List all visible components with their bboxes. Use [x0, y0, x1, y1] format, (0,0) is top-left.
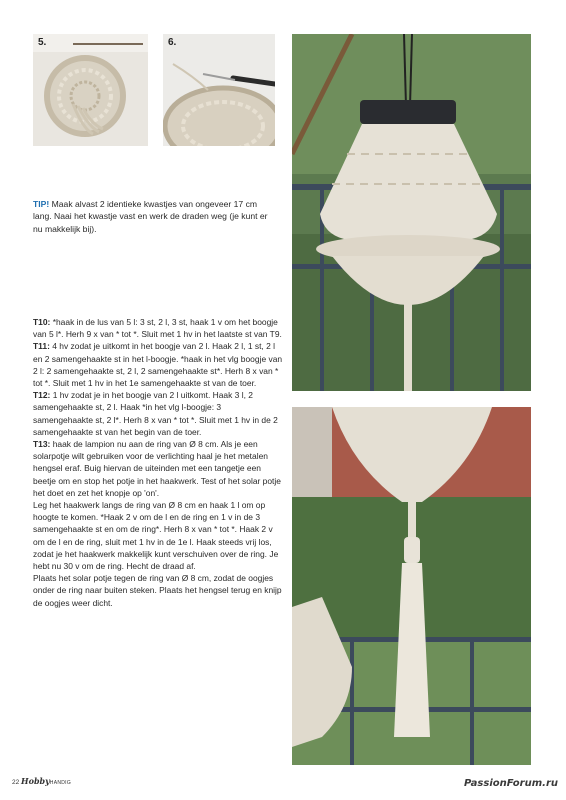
instruction-solar [33, 572, 283, 609]
lantern-photo-top [292, 34, 531, 391]
round-text: *haak in de lus van 5 l: 3 st, 2 l, 3 st, haak 1 v om het boogje van 5 l*. Herh 9 x van * tot *. Sluit met 1 hv in het laatste st van T9. [33, 317, 282, 340]
step-6-label: 6. [168, 37, 177, 48]
round-label: T12: [33, 390, 51, 401]
step-5-label: 5. [38, 37, 47, 48]
instruction-t12 [33, 389, 283, 438]
lantern-photo-bottom [292, 407, 531, 765]
round-label: T11: [33, 341, 50, 352]
round-text: 1 hv zodat je in het boogje van 2 l uitkomt. Haak 3 l, 2 samengehaakte st, 2 l. Haak *in het vlg l-boogje: 3 samengehaakte st, 2 l*. Herh 8 x van * tot *. Sluit met 1 hv in de 2 samengehaakte st van het begin van de toer. [33, 390, 278, 437]
tip-paragraph [33, 198, 278, 235]
instruction-t11 [33, 340, 283, 389]
paragraph-text: Plaats het solar potje tegen de ring van Ø 8 cm, zodat de oogjes onder de ring naar buiten steken. Plaats het hengsel terug en knijp de oogjes weer dicht. [33, 573, 282, 608]
round-label: T13: [33, 439, 51, 450]
instructions [33, 316, 283, 609]
tip-text: Maak alvast 2 identieke kwastjes van ongeveer 17 cm lang. Naai het kwastje vast en werk de draden weg (je kunt er nu makkelijk bij). [33, 199, 268, 234]
paragraph-text: Leg het haakwerk langs de ring van Ø 8 cm en haak 1 l om op hoogte te komen. *Haak 2 v om de l en de ring en 1 v in de 3 samengehaakte st en om de ring*. Herh 8 x van * tot *. Haak 2 v om de l en de ring, sluit met 1 hv in de 1e l. Haak steeds vrij los, zodat je het haakwerk makkelijk kunt verschuiven over de ring. Je hebt nu 30 v om de ring. Hecht de draad af. [33, 500, 279, 572]
tip-label: TIP! [33, 199, 50, 209]
instruction-t13 [33, 438, 283, 499]
round-label: T10: [33, 317, 51, 327]
magazine-logo-sub: HANDIG [49, 780, 72, 786]
page-number: 22 [12, 779, 20, 786]
instruction-t10 [33, 316, 283, 340]
round-text: haak de lampion nu aan de ring van Ø 8 cm. Als je een solarpotje wilt gebruiken voor de verlichting haal je het metalen hengsel eraf. Buig hiervan de uiteinden met een tangetje een beetje om en stop het potje in het haakwerk. Test of het solar potje het doet en zet het knopje op 'on'. [33, 439, 281, 498]
step-6-photo [163, 34, 275, 146]
footer-left [12, 776, 71, 786]
round-text: 4 hv zodat je uitkomt in het boogje van 2 l. Haak 2 l, 1 st, 2 l en 2 samengehaakte st in het l-boogje. *haak in het vlg boogje van 2 l: 2 samengehaakte st, 2 l, 2 samengehaakte st*. Herh 8 x van * tot *. Sluit met 1 hv in het 1e samengehaakte st van de toer. [33, 341, 283, 389]
magazine-logo: Hobby [21, 776, 50, 786]
instruction-ring [33, 499, 283, 572]
step-5-photo [33, 34, 148, 146]
watermark: PassionForum.ru [463, 778, 558, 789]
